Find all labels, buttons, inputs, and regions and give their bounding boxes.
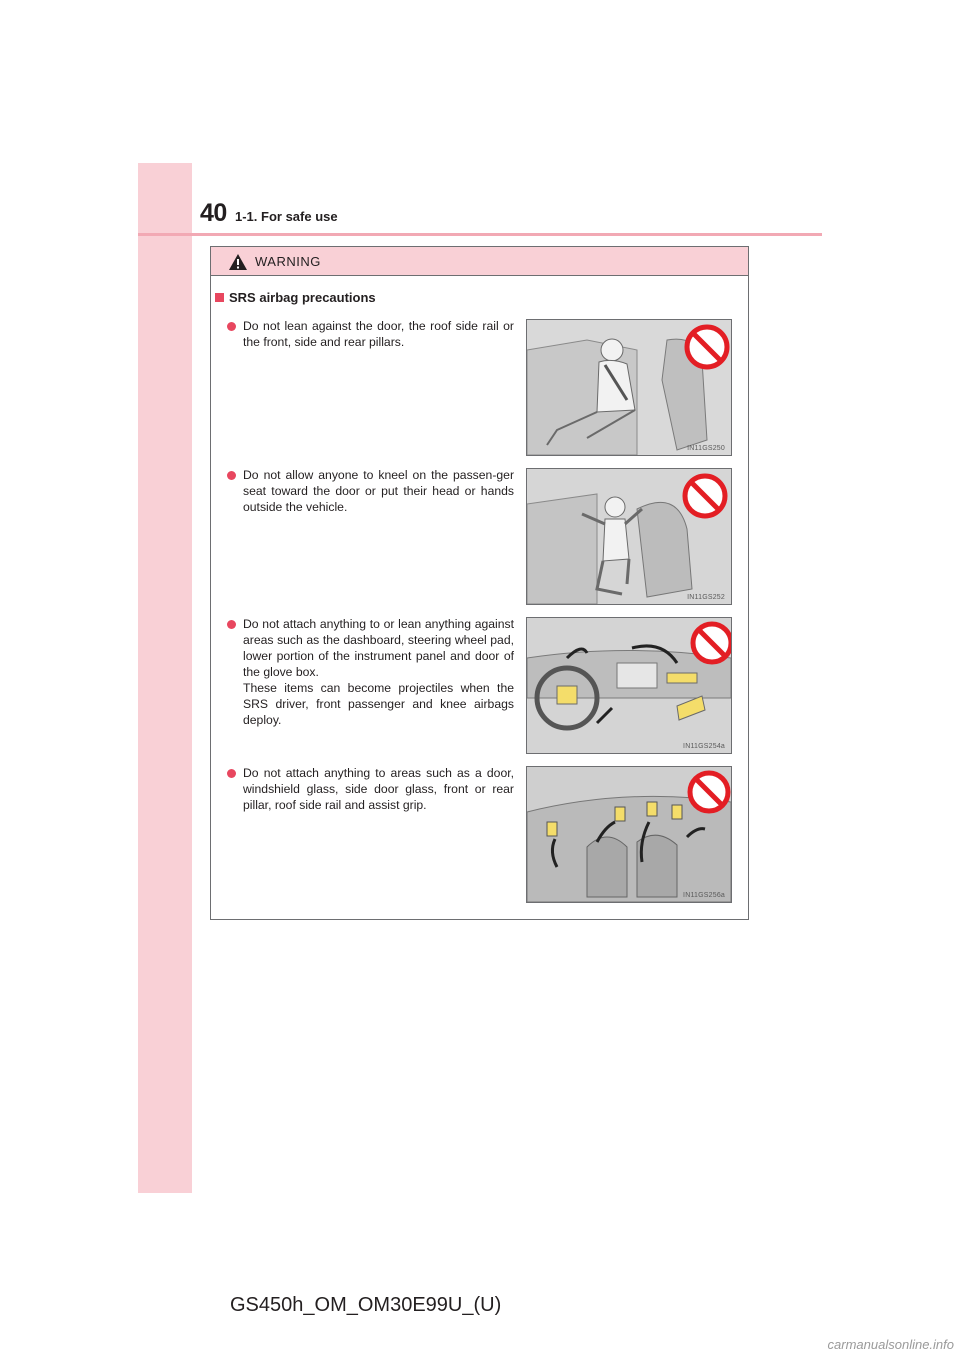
section-title: 1-1. For safe use (235, 209, 338, 224)
warning-item-text: Do not lean against the door, the roof side rail or the front, side and rear pillars. (243, 319, 514, 349)
warning-item-text: Do not allow anyone to kneel on the passen-ger seat toward the door or put their head or hands outside the vehicle. (243, 468, 514, 514)
illustration-lean-on-door (526, 319, 732, 456)
illustration-dashboard-objects (526, 617, 732, 754)
warning-item-text: Do not attach anything to areas such as a door, windshield glass, side door glass, front or rear pillar, roof side rail and assist grip. (243, 766, 514, 812)
warning-item (227, 318, 514, 350)
person-kneeling-illustration (527, 469, 731, 604)
warning-header (211, 247, 748, 276)
warning-triangle-icon (228, 253, 248, 271)
warning-label: WARNING (255, 254, 321, 269)
warning-item (227, 765, 514, 813)
warning-item (227, 616, 514, 728)
warning-item (227, 467, 514, 515)
subsection-title: SRS airbag precautions (229, 290, 376, 305)
dashboard-illustration (527, 618, 731, 753)
image-code: IN11GS252 (687, 594, 725, 601)
warning-box (210, 246, 749, 920)
side-tab-band (138, 163, 192, 1193)
bullet-icon (227, 471, 236, 480)
image-code: IN11GS256a (683, 892, 725, 899)
document-code: GS450h_OM_OM30E99U_(U) (230, 1294, 502, 1316)
illustration-interior-objects (526, 766, 732, 903)
interior-illustration (527, 767, 731, 902)
image-code: IN11GS250 (687, 445, 725, 452)
image-code: IN11GS254a (683, 743, 725, 750)
person-leaning-illustration (527, 320, 731, 455)
bullet-icon (227, 769, 236, 778)
header-rule (138, 233, 822, 236)
illustration-kneel-on-seat (526, 468, 732, 605)
watermark: carmanualsonline.info (827, 1337, 954, 1352)
bullet-icon (227, 620, 236, 629)
page-number: 40 (200, 199, 227, 227)
subsection-heading (215, 290, 376, 305)
warning-item-text: Do not attach anything to or lean anything against areas such as the dashboard, steering wheel pad, lower portion of the instrument panel and door of the glove box. These items can become projectiles when the SRS driver, front passenger and knee airbags deploy. (243, 617, 514, 727)
square-bullet-icon (215, 293, 224, 302)
bullet-icon (227, 322, 236, 331)
